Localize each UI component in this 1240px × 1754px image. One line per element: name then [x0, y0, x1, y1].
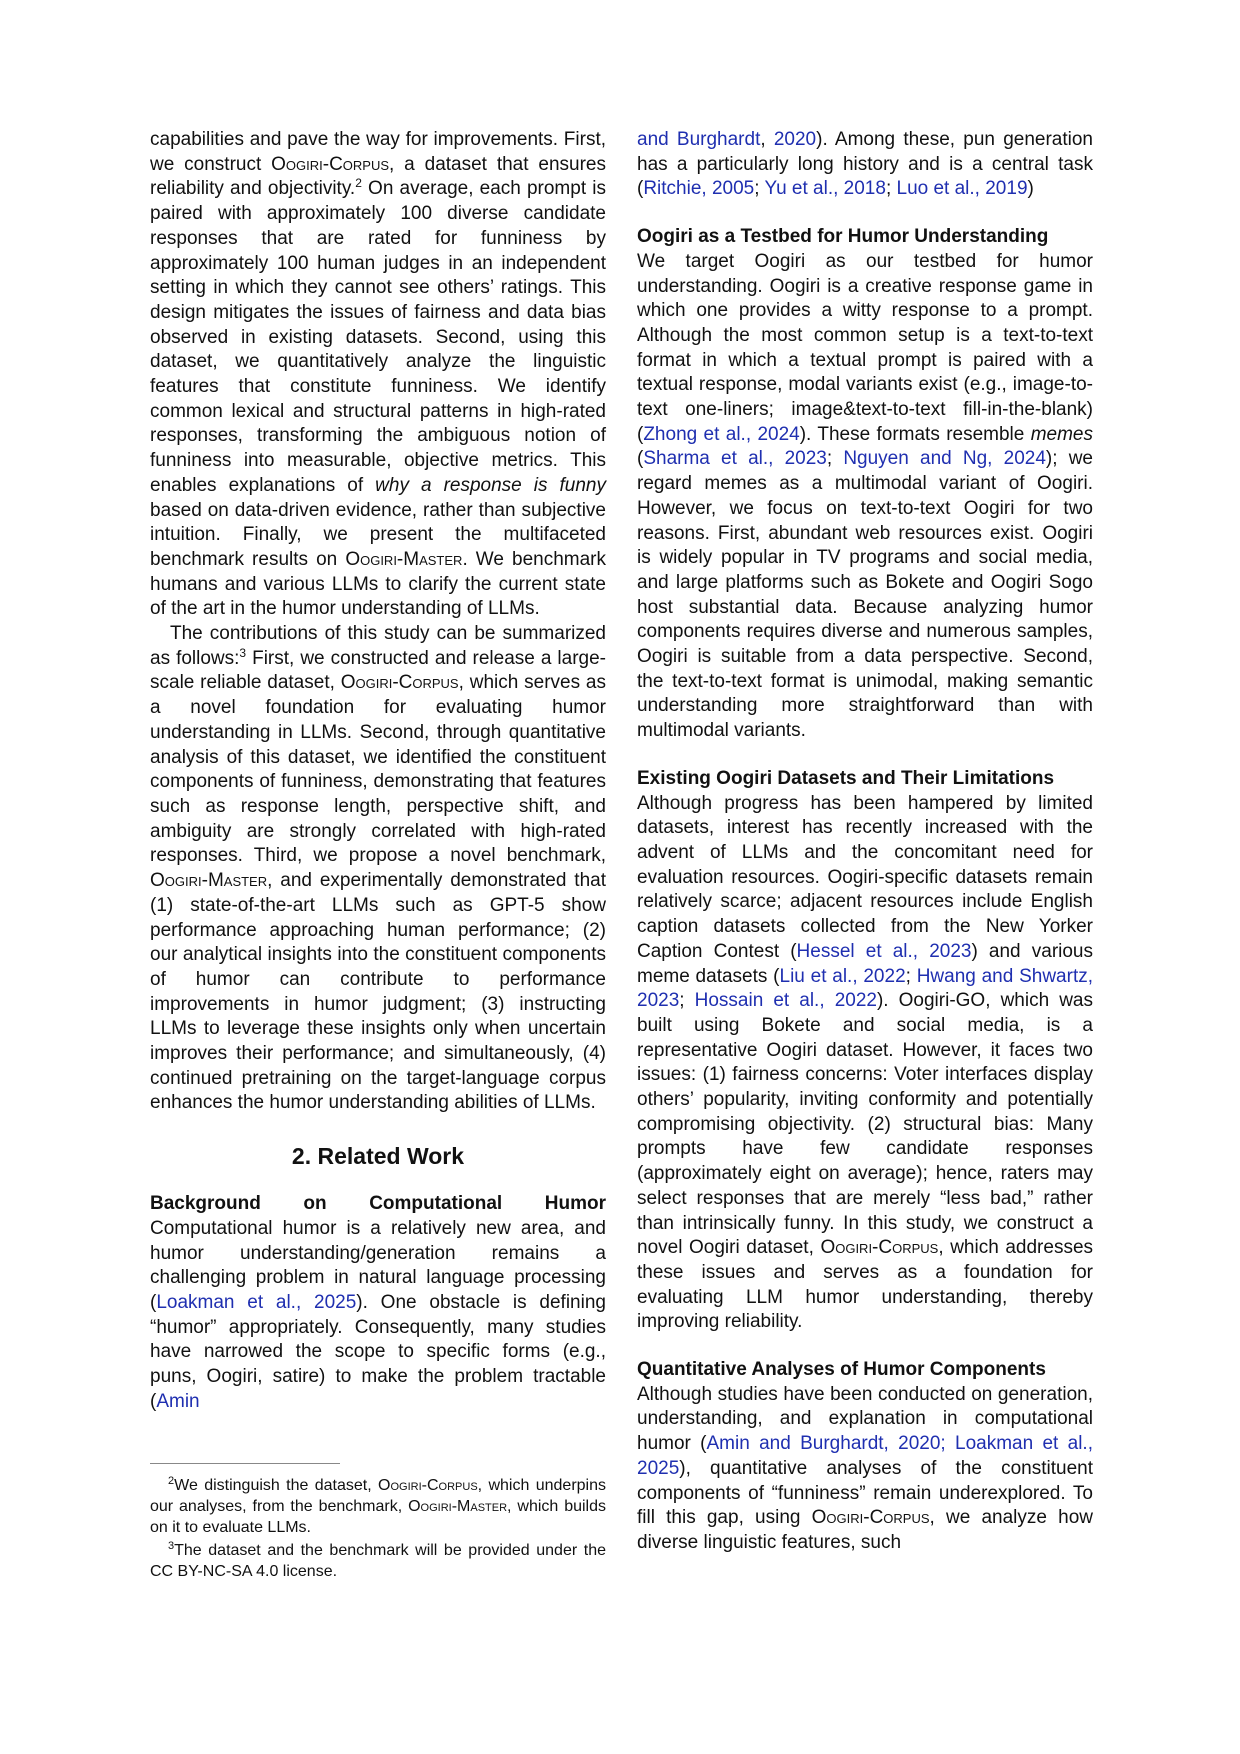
citation-link[interactable]: Yu et al., 2018: [764, 178, 886, 200]
testbed-heading: Oogiri as a Testbed for Humor Understanding: [637, 226, 1049, 248]
citation-link[interactable]: Hwang and Shwartz, 2023: [637, 965, 1094, 1012]
existing-datasets-paragraph: [637, 792, 1093, 1335]
text-run: , which underpins our analyses, from the benchmark,: [150, 1477, 607, 1515]
text-run: , we analyze how diverse linguistic features, such: [637, 1507, 1093, 1553]
citation-link[interactable]: Amin: [156, 1390, 200, 1412]
text-run: ;: [754, 178, 765, 200]
text-run: ;: [905, 965, 917, 987]
small-caps-term: Oogiri-Corpus: [820, 1237, 939, 1259]
citation-link[interactable]: and Burghardt: [637, 129, 761, 150]
citation-link[interactable]: Hossain et al., 2022: [694, 990, 877, 1012]
small-caps-term: Oogiri-Corpus: [378, 1477, 478, 1494]
text-run: ). One obstacle is defining “humor” appropriately. Consequently, many studies have narrowed the scope to specific forms (e.g., puns, Oogiri, satire) to make the problem tractable (: [150, 1291, 606, 1412]
small-caps-term: Oogiri-Corpus: [271, 153, 390, 175]
small-caps-term: Oogiri-Corpus: [811, 1507, 930, 1529]
testbed-paragraph: [637, 250, 1093, 744]
text-run: ) and various meme datasets (: [637, 940, 1093, 987]
citation-link[interactable]: Liu et al., 2022: [779, 965, 906, 987]
text-run: ;: [679, 990, 695, 1012]
continued-paragraph: [637, 128, 1093, 202]
citation-link[interactable]: Zhong et al., 2024: [643, 423, 800, 445]
text-run: Although studies have been conducted on generation, understanding, and explanation in computational humor (: [637, 1383, 1093, 1455]
citation-link[interactable]: Loakman et al., 2025: [156, 1291, 357, 1313]
text-run: On average, each prompt is paired with approximately 100 diverse candidate responses that are rated for funniness by approximately 100 human judges in an independent setting in which they cannot see others’ ratings. This design mitigates the issues of fairness and data bias observed in existing datasets. Second, using this dataset, we quantitatively analyze the linguistic features that constitute funniness. We identify common lexical and structural patterns in high-rated responses, transforming the ambiguous notion of funniness into measurable, objective metrics. This enables explanations of: [150, 178, 606, 496]
background-heading: Background on Computational Humor: [150, 1193, 606, 1215]
footnotes: [150, 1475, 606, 1584]
contributions-paragraph: [150, 622, 606, 1116]
text-run: , a dataset that ensures reliability and objectivity.: [150, 153, 606, 200]
text-run: ). These formats resemble: [799, 423, 1031, 445]
right-column: [637, 128, 1093, 1556]
text-run: ,: [760, 129, 774, 150]
emphasis: why a response is funny: [375, 474, 606, 496]
citation-link[interactable]: Amin and Burghardt, 2020; Loakman et al., 2025: [637, 1433, 1093, 1479]
existing-datasets-heading: Existing Oogiri Datasets and Their Limitations: [637, 767, 1055, 789]
text-run: ). Oogiri-GO, which was built using Bokete and social media, is a representative Oogiri dataset. However, it faces two issues: (1) fairness concerns: Voter interfaces display others’ popularity, inviting conformity and potentially compromising objectivity. (2) structural bias: Many prompts have few candidate responses (approximately eight on average); hence, raters may select responses that are merely “less bad,” rather than intrinsically funny. In this study, we construct a novel Oogiri dataset,: [637, 990, 1093, 1259]
text-run: ;: [885, 178, 897, 200]
small-caps-term: Oogiri-Corpus: [340, 672, 459, 694]
background-paragraph: [150, 1192, 606, 1414]
footnote-mark: 3: [168, 1540, 175, 1552]
citation-link[interactable]: Luo et al., 2019: [896, 178, 1028, 200]
quantitative-analyses-heading: Quantitative Analyses of Humor Components: [637, 1359, 1046, 1381]
small-caps-term: Oogiri-Master: [345, 548, 463, 570]
text-run: ). Among these, pun generation has a particularly long history and is a central task (: [637, 129, 1093, 200]
text-run: ), quantitative analyses of the constituent components of “funniness” remain underexplored. To fill this gap, using: [637, 1457, 1093, 1529]
text-run: ); we regard memes as a multimodal variant of Oogiri. However, we focus on text-to-text Oogiri for two reasons. First, abundant web resources exist. Oogiri is widely popular in TV programs and social media, and large platforms such as Bokete and Oogiri Sogo host substantial data. Because analyzing humor components requires diverse and numerous samples, Oogiri is suitable from a data perspective. Second, the text-to-text format is unimodal, making semantic understanding more straightforward than with multimodal variants.: [637, 448, 1093, 742]
citation-link[interactable]: Sharma et al., 2023: [643, 448, 827, 470]
footnote-2: [150, 1475, 606, 1538]
section-heading-related-work: 2. Related Work: [291, 1143, 465, 1170]
text-run: Computational humor is a relatively new area, and humor understanding/generation remains a challenging problem in natural language processing (: [150, 1217, 606, 1313]
left-column: [150, 128, 606, 1414]
text-run: , and experimentally demonstrated that (1) state-of-the-art LLMs such as GPT-5 show performance approaching human performance; (2) our analytical insights into the constituent components of humor can contribute to performance improvements in humor judgment; (3) instructing LLMs to leverage these insights only when uncertain improves their performance; and simultaneously, (4) continued pretraining on the target-language corpus enhances the humor understanding abilities of LLMs.: [150, 870, 606, 1114]
footnote-mark: 2: [355, 176, 362, 191]
text-run: ;: [826, 448, 844, 470]
footnote-mark: 2: [168, 1475, 175, 1487]
text-run: We distinguish the dataset,: [174, 1477, 379, 1494]
text-run: ): [1027, 178, 1034, 200]
footnote-3: [150, 1540, 606, 1582]
text-run: , which builds on it to evaluate LLMs.: [150, 1498, 607, 1536]
text-run: The dataset and the benchmark will be provided under the CC BY-NC-SA 4.0 license.: [150, 1542, 606, 1580]
citation-link[interactable]: Hessel et al., 2023: [796, 940, 972, 962]
text-run: (: [637, 448, 644, 470]
text-run: We target Oogiri as our testbed for humor understanding. Oogiri is a creative response game in which one provides a witty response to a prompt. Although the most common setup is a text-to-text format in which a textual prompt is paired with a textual response, modal variants exist (e.g., image-to-text one-liners; image&text-to-text fill-in-the-blank) (: [637, 250, 1093, 445]
text-run: capabilities and pave the way for improvements. First, we construct: [150, 129, 606, 175]
intro-paragraph-1: [150, 128, 606, 622]
citation-link[interactable]: Ritchie, 2005: [643, 178, 755, 200]
quantitative-analyses-paragraph: [637, 1383, 1093, 1556]
text-run: Although progress has been hampered by limited datasets, interest has recently increased with the advent of LLMs and the concomitant need for evaluation resources. Oogiri-specific datasets remain relatively scarce; adjacent resources include English caption datasets collected from the New Yorker Caption Contest (: [637, 792, 1093, 962]
small-caps-term: Oogiri-Master: [150, 870, 268, 892]
citation-link[interactable]: 2020: [773, 129, 817, 150]
footnote-rule: [150, 1463, 340, 1464]
text-run: , which addresses these issues and serves as a foundation for evaluating LLM humor understanding, thereby improving reliability.: [637, 1237, 1094, 1333]
footnote-mark: 3: [239, 645, 247, 660]
text-run: First, we constructed and release a large-scale reliable dataset,: [150, 647, 606, 694]
background-body: [150, 1218, 606, 1412]
text-run: The contributions of this study can be summarized as follows:: [150, 623, 606, 669]
text-run: . We benchmark humans and various LLMs to clarify the current state of the art in the humor understanding of LLMs.: [150, 548, 607, 620]
text-run: , which serves as a novel foundation for evaluating humor understanding in LLMs. Second, through quantitative analysis of this dataset, we identified the constituent components of funniness, demonstrating that features such as response length, perspective shift, and ambiguity are strongly correlated with high-rated responses. Third, we propose a novel benchmark,: [150, 672, 606, 867]
small-caps-term: Oogiri-Master: [408, 1498, 508, 1515]
emphasis: memes: [1030, 423, 1093, 445]
citation-link[interactable]: Nguyen and Ng, 2024: [843, 448, 1046, 470]
text-run: based on data-driven evidence, rather than subjective intuition. Finally, we present the multifaceted benchmark results on: [150, 499, 606, 570]
